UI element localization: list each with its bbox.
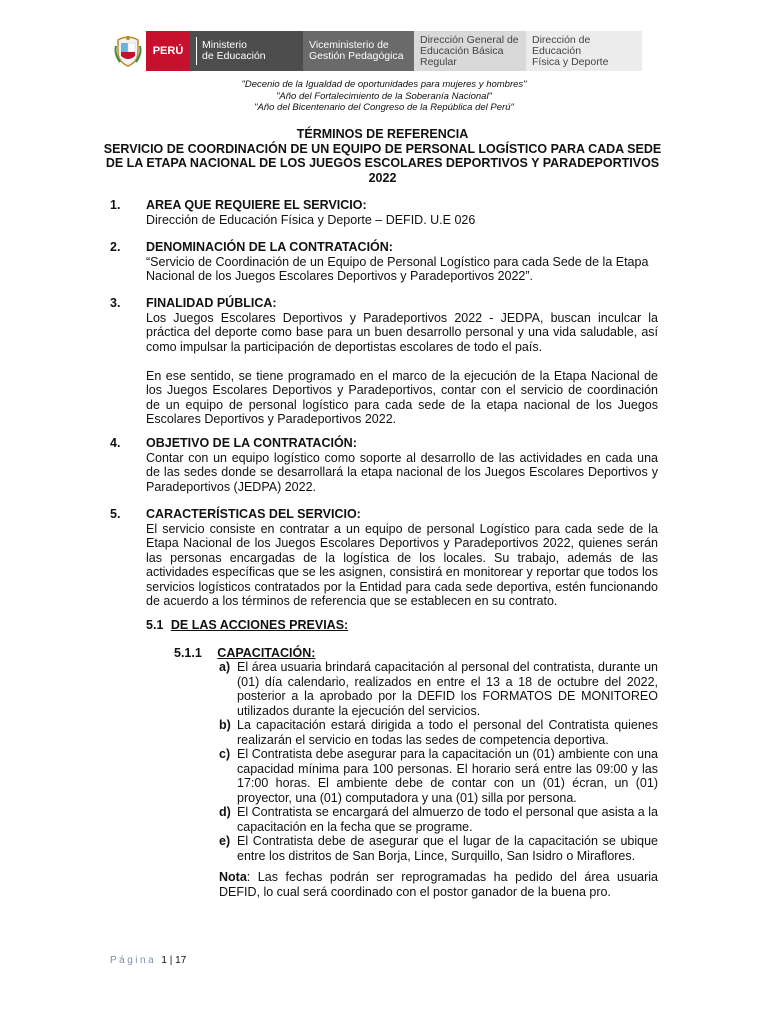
item-text: El Contratista debe asegurar para la capacitación un (01) ambiente con una capacidad mínima para 100 personas. El horario será entre las 09:00 y las 17:00 horas. El ambiente debe de contar con un (01) écran, un (01) proyector, una (01) computadora y una (01) silla por persona. — [237, 747, 658, 805]
note-paragraph — [219, 870, 658, 899]
slogan-line: "Año del Bicentenario del Congreso de la República del Perú" — [254, 102, 514, 113]
page-number: 1 | 17 — [161, 955, 187, 966]
header-banner — [113, 30, 642, 72]
section-text: Contar con un equipo logístico como soporte al desarrollo de las actividades en cada una de las sedes donde se desarrollará la etapa nacional de los Juegos Escolares Deportivos y Paradeportivos (JEDPA) 2022. — [146, 450, 658, 494]
list-item — [219, 805, 658, 834]
note-text: : Las fechas podrán ser reprogramadas ha pedido del área usuaria DEFID, lo cual será coordinado con el postor ganador de la buena pro. — [219, 870, 658, 899]
section-2 — [110, 240, 658, 284]
note-label: Nota — [219, 870, 247, 884]
section-3 — [110, 296, 658, 427]
section-5 — [110, 507, 658, 609]
page-footer — [110, 955, 186, 966]
slogan-line: "Año del Fortalecimiento de la Soberanía Nacional" — [276, 90, 492, 102]
section-text: “Servicio de Coordinación de un Equipo de Personal Logístico para cada Sede de la Etapa Nacional de los Juegos Escolares Deportivos y Paradeportivos 2022”. — [146, 254, 649, 283]
section-number: 1. — [110, 198, 121, 212]
coat-of-arms-icon — [113, 30, 143, 72]
item-text: El Contratista se encargará del almuerzo de todo el personal que asista a la capacitación en la fecha que se programe. — [237, 805, 658, 834]
section-heading: AREA QUE REQUIERE EL SERVICIO: — [146, 198, 367, 212]
subsection-number: 5.1.1 — [174, 646, 202, 660]
item-label: b) — [219, 718, 231, 732]
item-label: d) — [219, 805, 231, 819]
item-text: El área usuaria brindará capacitación al personal del contratista, durante un (01) día calendario, realizados en entre el 13 a 18 de octubre del 2022, posterior a la aprobado por la DEFID los FORMATOS DE MONITOREO utilizados durante la ejecución del servicios. — [237, 660, 658, 718]
section-paragraph: En ese sentido, se tiene programado en el marco de la ejecución de la Etapa Nacional de los Juegos Escolares Deportivos y Paradeportivos, contar con el servicio de coordinación de un equipo de personal logístico para cada sede de la etapa nacional de los Juegos Escolares Deportivos y Paradeportivos 2022. — [146, 368, 658, 426]
subsection-title: CAPACITACIÓN: — [217, 646, 316, 660]
subsection-5-1-1 — [174, 646, 315, 661]
section-4 — [110, 436, 658, 494]
section-text: Dirección de Educación Física y Deporte – DEFID. U.E 026 — [146, 212, 476, 227]
slogan-line: "Decenio de la Igualdad de oportunidades para mujeres y hombres" — [241, 79, 527, 90]
section-number: 4. — [110, 436, 121, 450]
list-item — [219, 747, 658, 805]
item-label: a) — [219, 660, 231, 674]
item-text: El Contratista debe de asegurar que el lugar de la capacitación se ubique entre los distritos de San Borja, Lince, Surquillo, San Isidro o Miraflores. — [237, 834, 658, 863]
section-heading: FINALIDAD PÚBLICA: — [146, 296, 277, 310]
subsection-title: DE LAS ACCIONES PREVIAS: — [170, 618, 349, 632]
direccion-fisica-block: Dirección de Educación Física y Deporte — [526, 31, 642, 71]
direccion-general-block: Dirección General de Educación Básica Regular — [414, 31, 526, 71]
page-label: Página — [110, 955, 157, 966]
viceministerio-block: Viceministerio de Gestión Pedagógica — [303, 31, 414, 71]
capacitacion-list — [219, 660, 658, 863]
title-line-2: SERVICIO DE COORDINACIÓN DE UN EQUIPO DE PERSONAL LOGÍSTICO PARA CADA SEDE DE LA ETAPA NACIONAL DE LOS JUEGOS ESCOLARES DEPORTIVOS Y PARADEPORTIVOS 2022 — [103, 141, 662, 185]
list-item — [219, 660, 658, 718]
subsection-5-1 — [146, 618, 348, 633]
list-item — [219, 718, 658, 747]
section-1 — [110, 198, 658, 227]
section-number: 2. — [110, 240, 121, 254]
section-paragraph: Los Juegos Escolares Deportivos y Paradeportivos 2022 - JEDPA, buscan inculcar la práctica del deporte como base para un buen desarrollo personal y una vida saludable, así como impulsar la participación de deportistas escolares de todo el país. — [146, 310, 658, 354]
section-text: El servicio consiste en contratar a un equipo de personal Logístico para cada sede de la Etapa Nacional de los Juegos Escolares Deportivos y Paradeportivos 2022, quienes serán las personas encargadas de la logística de los locales. Su trabajo, además de las actividades específicas que se les asignen, consistirá en monitorear y reportar que todos los servicios logísticos contratados por la Entidad para cada sede deportiva, estén funcionando de acuerdo a los términos de referencia que se establecen en su contrato. — [146, 521, 658, 608]
subsection-number: 5.1 — [146, 618, 164, 632]
section-heading: DENOMINACIÓN DE LA CONTRATACIÓN: — [146, 240, 393, 254]
ministerio-block: Ministerio de Educación — [190, 31, 303, 71]
section-number: 5. — [110, 507, 121, 521]
item-label: e) — [219, 834, 231, 848]
section-heading: CARACTERÍSTICAS DEL SERVICIO: — [146, 507, 361, 521]
peru-label: PERÚ — [146, 31, 190, 71]
item-label: c) — [219, 747, 231, 761]
title-line-1: TÉRMINOS DE REFERENCIA — [296, 127, 469, 141]
section-number: 3. — [110, 296, 121, 310]
item-text: La capacitación estará dirigida a todo el personal del Contratista quienes realizarán el servicio en todas las sedes de competencia deportiva. — [237, 718, 658, 747]
section-heading: OBJETIVO DE LA CONTRATACIÓN: — [146, 436, 357, 450]
list-item — [219, 834, 658, 863]
slogans — [0, 79, 768, 114]
document-title — [100, 127, 665, 185]
